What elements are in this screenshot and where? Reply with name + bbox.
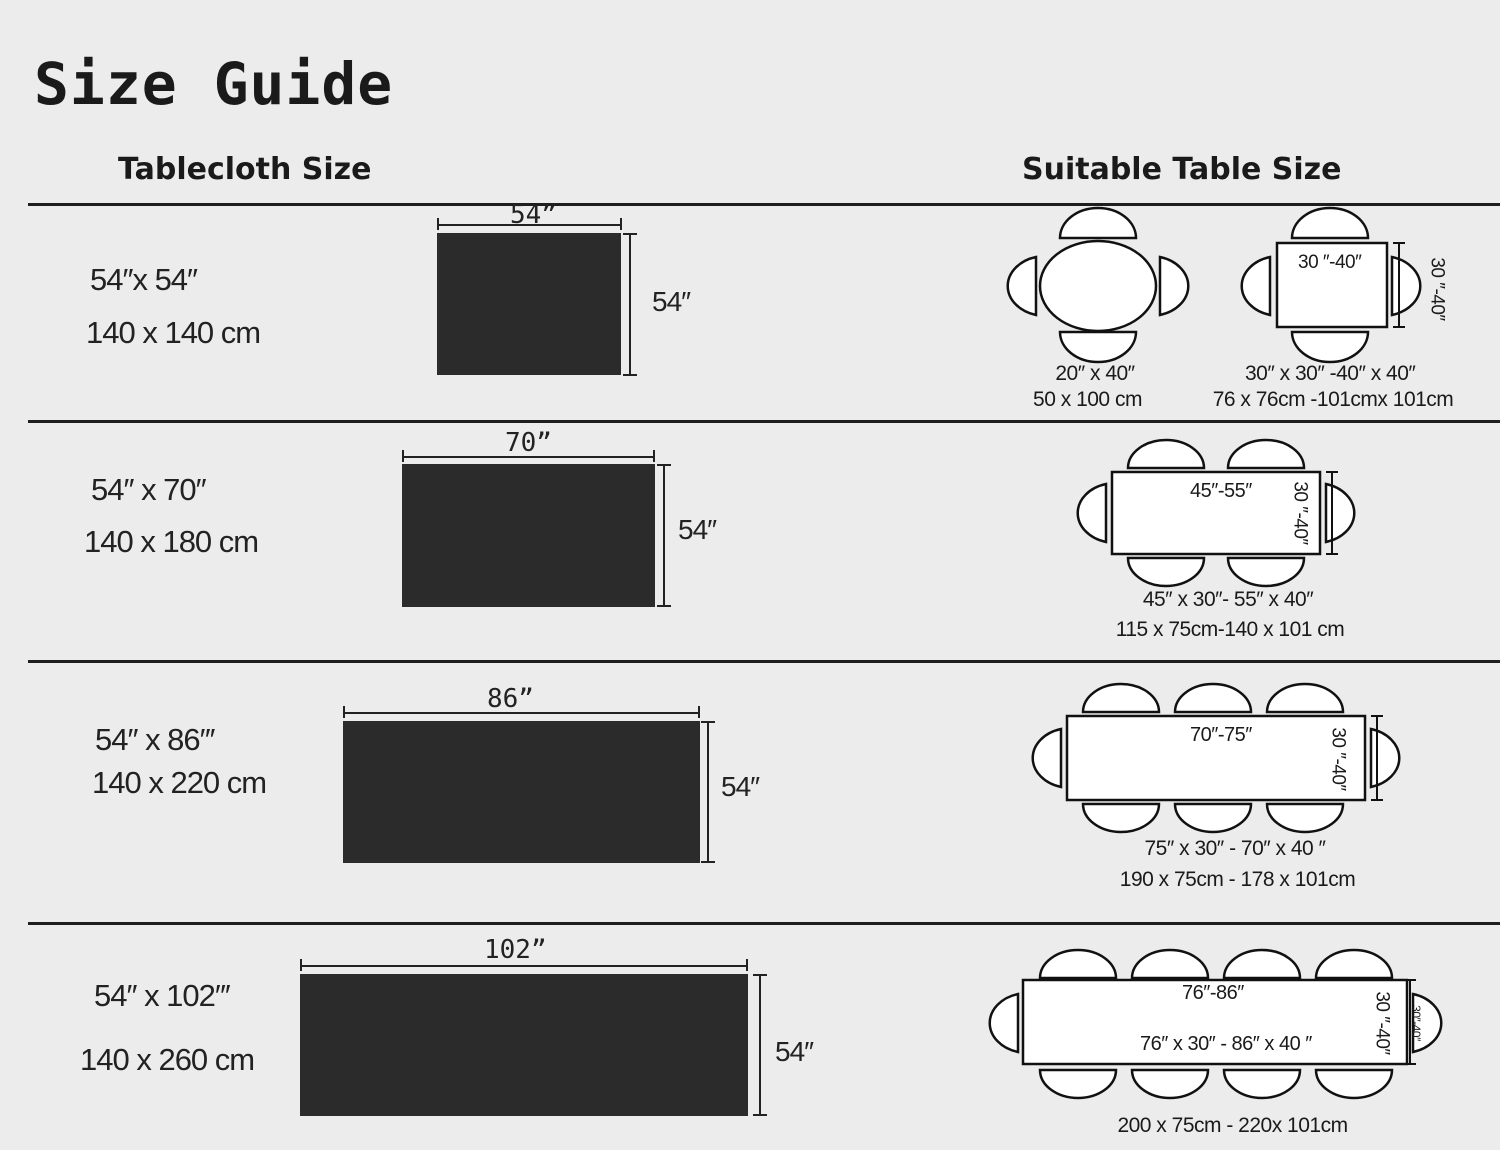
width-label: 102” xyxy=(484,935,547,965)
tablecloth-shape xyxy=(437,233,621,375)
dimension-tick xyxy=(402,450,404,462)
chair-icon xyxy=(1228,440,1304,468)
table-size-cm: 190 x 75cm - 178 x 101cm xyxy=(1119,868,1356,891)
dimension-tick xyxy=(753,1114,767,1116)
dimension-tick xyxy=(701,721,715,723)
height-label: 54″ xyxy=(721,771,760,802)
dimension-tick xyxy=(698,706,700,718)
cloth-size-cm: 140 x 140 cm xyxy=(86,315,261,350)
width-label: 86” xyxy=(487,684,534,714)
tablecloth-size-header: Tablecloth Size xyxy=(118,152,372,187)
chair-icon xyxy=(1060,208,1136,238)
cloth-size-inch: 54″x 54″ xyxy=(90,262,198,297)
table-size-cm: 200 x 75cm - 220x 101cm xyxy=(1117,1114,1348,1137)
table-size-cm: 115 x 75cm-140 x 101 cm xyxy=(1115,618,1345,641)
chair-icon xyxy=(1128,558,1204,586)
tablecloth-shape xyxy=(300,974,748,1116)
chair-icon xyxy=(1008,257,1036,315)
divider xyxy=(28,922,1500,925)
dimension-tick xyxy=(343,706,345,718)
chair-icon xyxy=(1267,684,1343,712)
dimension-tick xyxy=(623,233,637,235)
cloth-size-inch: 54″ x 86″′ xyxy=(95,722,215,757)
chair-icon xyxy=(1228,558,1304,586)
chair-icon xyxy=(1128,440,1204,468)
table-size-inch: 76″ x 30″ - 86″ x 40 ″ xyxy=(1140,1033,1312,1055)
height-dimension-line xyxy=(629,233,631,376)
chair-icon xyxy=(1371,729,1399,787)
chair-icon xyxy=(1040,950,1116,978)
eight-seat-table-diagram xyxy=(1015,676,1415,841)
table-inner-dimension: 76″-86″ xyxy=(1182,982,1244,1004)
chair-icon xyxy=(1224,950,1300,978)
dimension-tick xyxy=(437,218,439,230)
chair-icon xyxy=(1175,804,1251,832)
table-side-dimension: 30 ″-40″ xyxy=(1371,991,1393,1055)
tablecloth-shape xyxy=(402,464,655,607)
table-size-inch: 20″ x 40″ xyxy=(1055,362,1135,385)
height-dimension-line xyxy=(707,721,709,863)
chair-icon xyxy=(1160,257,1188,315)
chair-icon xyxy=(1083,684,1159,712)
chair-icon xyxy=(1292,208,1368,238)
cloth-size-inch: 54″ x 102″′ xyxy=(94,978,230,1013)
table-size-inch: 45″ x 30″- 55″ x 40″ xyxy=(1142,588,1314,611)
chair-icon xyxy=(1392,257,1420,315)
chair-icon xyxy=(1326,484,1354,542)
divider xyxy=(28,660,1500,663)
chair-icon xyxy=(1316,1070,1392,1098)
dimension-tick xyxy=(620,218,622,230)
table-size-header: Suitable Table Size xyxy=(1022,152,1342,187)
width-label: 54” xyxy=(510,200,557,230)
height-label: 54″ xyxy=(652,286,691,317)
table-inner-dimension: 30 ″-40″ xyxy=(1298,252,1362,273)
six-seat-table-diagram xyxy=(1060,432,1380,592)
chair-icon xyxy=(1132,1070,1208,1098)
chair-icon xyxy=(1083,804,1159,832)
cloth-size-cm: 140 x 220 cm xyxy=(92,765,267,800)
height-label: 54″ xyxy=(678,514,717,545)
table-top xyxy=(1040,241,1156,331)
chair-icon xyxy=(1292,332,1368,362)
dimension-tick xyxy=(623,374,637,376)
height-dimension-line xyxy=(663,464,665,607)
width-label: 70” xyxy=(505,428,552,458)
chair-icon xyxy=(1132,950,1208,978)
table-size-inch: 75″ x 30″ - 70″ x 40 ″ xyxy=(1144,837,1326,860)
chair-icon xyxy=(1224,1070,1300,1098)
page-title: Size Guide xyxy=(34,50,394,118)
height-label: 54″ xyxy=(775,1036,814,1067)
chair-icon xyxy=(1316,950,1392,978)
dimension-tick xyxy=(657,464,671,466)
chair-icon xyxy=(1060,332,1136,362)
cloth-size-inch: 54″ x 70″ xyxy=(91,472,206,507)
table-side-dimension: 30 ″-40″ xyxy=(1327,727,1349,791)
chair-icon xyxy=(1040,1070,1116,1098)
chair-icon xyxy=(1033,729,1061,787)
chair-icon xyxy=(1078,484,1106,542)
chair-icon xyxy=(1267,804,1343,832)
dimension-tick xyxy=(753,974,767,976)
cloth-size-cm: 140 x 180 cm xyxy=(84,524,259,559)
cloth-size-cm: 140 x 260 cm xyxy=(80,1042,255,1077)
table-side-dimension: 30″-40″ xyxy=(1408,1005,1423,1041)
table-inner-dimension: 70″-75″ xyxy=(1190,724,1252,746)
dimension-tick xyxy=(657,605,671,607)
chair-icon xyxy=(1242,257,1270,315)
dimension-tick xyxy=(746,959,748,971)
table-size-inch: 30″ x 30″ -40″ x 40″ xyxy=(1245,362,1416,385)
table-side-dimension: 30 ″-40″ xyxy=(1426,257,1448,321)
table-size-cm: 76 x 76cm -101cmx 101cm xyxy=(1212,388,1454,411)
round-table-diagram xyxy=(990,205,1210,365)
divider xyxy=(28,420,1500,423)
dimension-tick xyxy=(653,450,655,462)
height-dimension-line xyxy=(759,974,761,1116)
table-side-dimension: 30 ″-40″ xyxy=(1289,481,1311,545)
chair-icon xyxy=(1175,684,1251,712)
chair-icon xyxy=(990,994,1018,1052)
dimension-tick xyxy=(701,861,715,863)
table-size-cm: 50 x 100 cm xyxy=(1033,388,1142,411)
width-dimension-line xyxy=(300,965,748,967)
dimension-tick xyxy=(300,959,302,971)
table-inner-dimension: 45″-55″ xyxy=(1190,480,1252,502)
tablecloth-shape xyxy=(343,721,700,863)
